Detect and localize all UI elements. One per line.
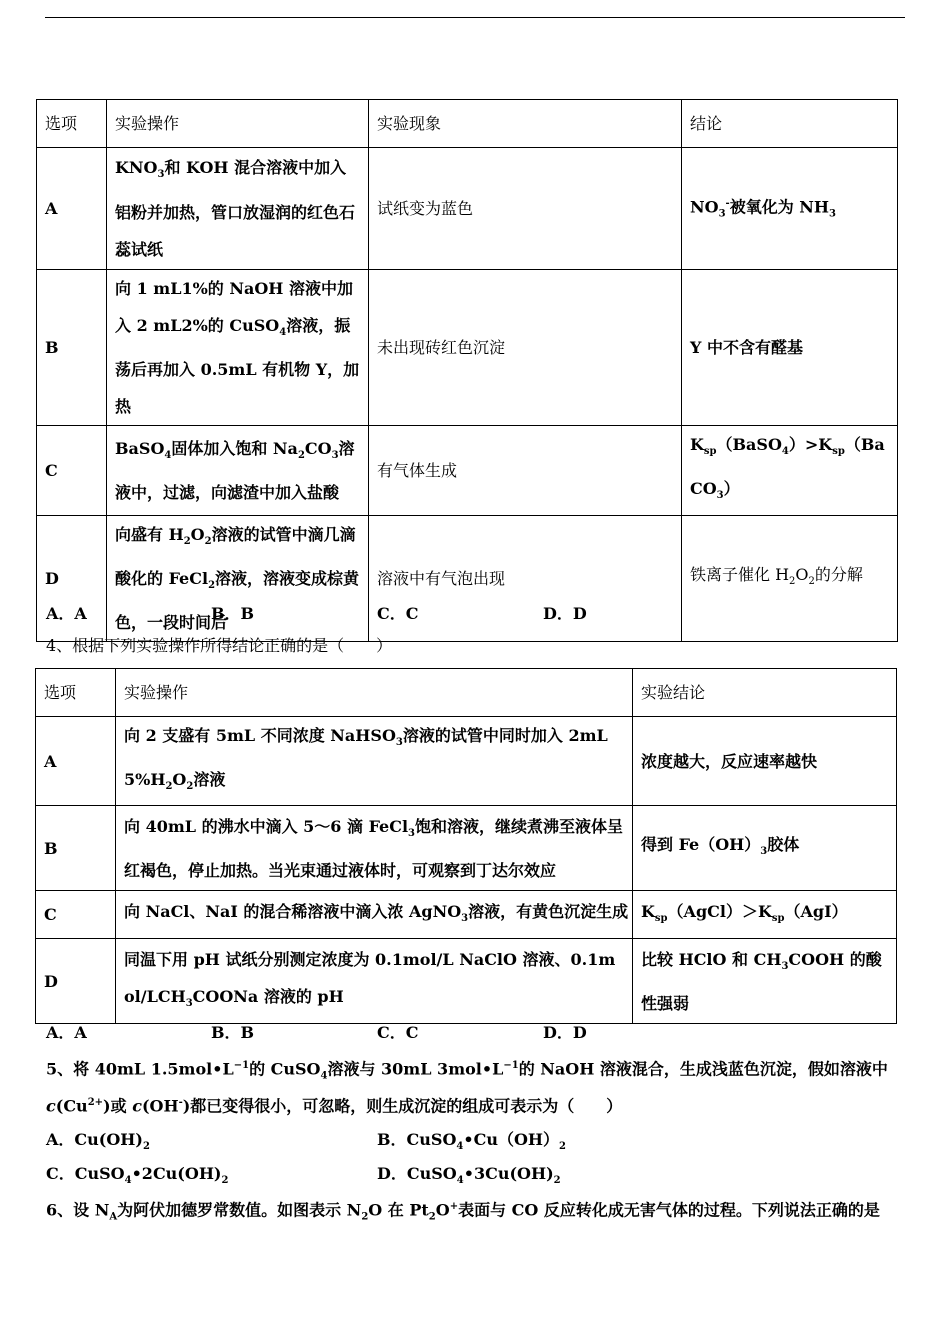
option-cell: D xyxy=(36,939,116,1024)
phenomenon-cell: 未出现砖红色沉淀 xyxy=(369,270,682,426)
phenomenon-cell: 有气体生成 xyxy=(369,426,682,515)
table-row xyxy=(36,939,897,1024)
q5-option-c[interactable]: C．$CuSO_4•2Cu(OH)_2$ xyxy=(46,1164,229,1187)
q5-option-d[interactable]: D．$CuSO_4•3Cu(OH)_2$ xyxy=(377,1164,561,1187)
question-5-line-2: $c(Cu^{2+})$或 c(OH-)都已变得很小，可忽略，则生成沉淀的组成可表示为（ ） xyxy=(46,1096,623,1116)
header-cell: 实验结论 xyxy=(633,669,897,717)
conclusion-cell: Y 中不含有醛基 xyxy=(682,270,898,426)
header-cell: 实验现象 xyxy=(369,100,682,148)
table-row xyxy=(37,148,898,270)
choice-d[interactable]: D．D xyxy=(543,1023,587,1042)
header-cell: 选项 xyxy=(36,669,116,717)
conclusion-cell: 铁离子催化 $H_2O_2$的分解 xyxy=(682,515,898,641)
option-cell: C xyxy=(37,426,107,515)
table-header-row xyxy=(37,100,898,148)
conclusion-cell: 比较 HClO 和 $CH_3COOH$ 的酸性强弱 xyxy=(633,939,897,1024)
conclusion-cell: 浓度越大，反应速率越快 xyxy=(633,717,897,806)
header-cell: 结论 xyxy=(682,100,898,148)
operation-cell: 向 40mL 的沸水中滴入 5～6 滴 FeCl$_3$饱和溶液，继续煮沸至液体呈红褐色，停止加热。当光束通过液体时，可观察到丁达尔效应 xyxy=(116,806,633,891)
table-header-row xyxy=(36,669,897,717)
conclusion-cell: $NO_3^-$被氧化为 $NH_3$ xyxy=(682,148,898,270)
option-cell: A xyxy=(36,717,116,806)
conclusion-cell: 得到 $Fe(OH)_3$胶体 xyxy=(633,806,897,891)
conclusion-cell: $K_{sp}(BaSO_4)>K_{sp}(BaCO_3)$ xyxy=(682,426,898,515)
table-row xyxy=(37,515,898,641)
option-cell: C xyxy=(36,891,116,939)
choice-b[interactable]: B．B xyxy=(211,1023,255,1042)
question-5-line-1: 5、将 40mL $1.5mol•L^{-1}$的 CuSO$_4$溶液与 30mL $3mol•L^{-1}$的 NaOH 溶液混合，生成浅蓝色沉淀，假如溶液中 xyxy=(46,1059,888,1082)
option-cell: A xyxy=(37,148,107,270)
experiment-table-1 xyxy=(36,99,898,642)
operation-cell: 向 2 支盛有 5mL 不同浓度 NaHSO$_3$溶液的试管中同时加入 $2mL5\%H_2O_2$溶液 xyxy=(116,717,633,806)
operation-cell: 同温下用 pH 试纸分别测定浓度为 0.1mol/L NaClO 溶液、$0.1mol/LCH_3COONa$ 溶液的 pH xyxy=(116,939,633,1024)
question-4: 4、根据下列实验操作所得结论正确的是（ ） xyxy=(46,636,393,655)
operation-cell: 向 NaCl、NaI 的混合稀溶液中滴入浓 AgNO$_3$溶液，有黄色沉淀生成 xyxy=(116,891,633,939)
operation-cell: $KNO_3$和 KOH 混合溶液中加入铝粉并加热，管口放湿润的红色石蕊试纸 xyxy=(107,148,369,270)
table-row xyxy=(37,426,898,515)
header-cell: 实验操作 xyxy=(116,669,633,717)
table-row xyxy=(36,806,897,891)
header-cell: 实验操作 xyxy=(107,100,369,148)
choice-c[interactable]: C．C xyxy=(377,604,419,623)
experiment-table-2 xyxy=(35,668,897,1024)
choice-d[interactable]: D．D xyxy=(543,604,587,623)
operation-cell: BaSO$_4$固体加入饱和 $Na_2CO_3$溶液中，过滤，向滤渣中加入盐酸 xyxy=(107,426,369,515)
phenomenon-cell: 试纸变为蓝色 xyxy=(369,148,682,270)
table-row xyxy=(37,270,898,426)
choice-b[interactable]: B．B xyxy=(211,604,255,623)
conclusion-cell: $K_{sp}(AgCl)>K_{sp}(AgI)$ xyxy=(633,891,897,939)
option-cell: B xyxy=(36,806,116,891)
operation-cell: 向 1 mL1%的 NaOH 溶液中加入 2 mL2%的 CuSO$_4$溶液，振荡后再加入 0.5mL 有机物 Y，加热 xyxy=(107,270,369,426)
table-row xyxy=(36,891,897,939)
option-cell: B xyxy=(37,270,107,426)
question-6: 6、设 $N_A$为阿伏加德罗常数值。如图表示 $N_2O$ 在 $Pt_2O^+$表面与 CO 反应转化成无害气体的过程。下列说法正确的是 xyxy=(46,1200,880,1223)
operation-cell: 向盛有 $H_2O_2$溶液的试管中滴几滴酸化的 FeCl$_2$溶液，溶液变成棕黄色，一段时间后 xyxy=(107,515,369,641)
q5-option-b[interactable]: B．$CuSO_4•Cu(OH)_2$ xyxy=(377,1130,566,1153)
phenomenon-cell: 溶液中有气泡出现 xyxy=(369,515,682,641)
header-rule xyxy=(45,17,905,18)
choice-a[interactable]: A．A xyxy=(46,1023,87,1042)
choice-c[interactable]: C．C xyxy=(377,1023,419,1042)
header-cell: 选项 xyxy=(37,100,107,148)
option-cell: D xyxy=(37,515,107,641)
choice-a[interactable]: A．A xyxy=(46,604,87,623)
table-row xyxy=(36,717,897,806)
q5-option-a[interactable]: A．$Cu(OH)_2$ xyxy=(46,1130,150,1153)
